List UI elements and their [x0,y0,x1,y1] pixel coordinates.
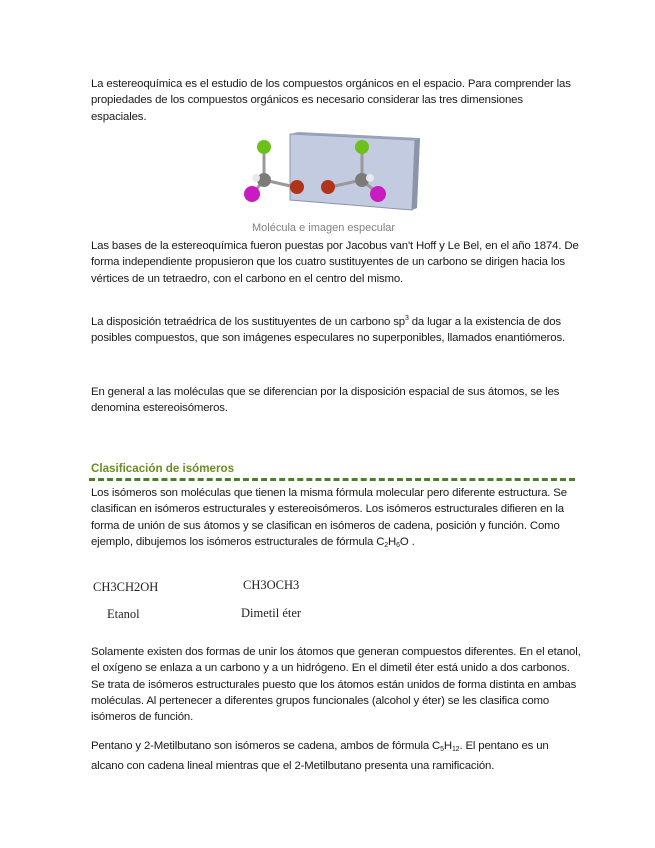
magenta-atom-left [244,186,260,202]
tetrahedral-paragraph: La disposición tetraédrica de los sustituyentes de un carbono $sp^3$ da lugar a la existencia de dos posibles compuestos, que son imágenes especulares no superponibles, llamados enantiómeros. [91,315,566,345]
magenta-atom-right [370,186,386,202]
section-divider [89,478,575,481]
green-atom-right [355,140,369,154]
section-title: Clasificación de isómeros [91,462,235,475]
intro-paragraph: La estereoquímica es el estudio de los compuestos orgánicos en el espacio. Para comprender las propiedades de los compuestos orgánicos es necesario considerar las tres dimensiones espaciales. [91,78,571,123]
dimetil-formula: CH3OCH3 [243,578,300,592]
history-paragraph: Las bases de la estereoquímica fueron puestas por Jacobus van't Hoff y Le Bel, en el año 1874. De forma independiente propusieron que los cuatro sustituyentes de un carbono se dirigen hacia los vértices de un tetraedro, con el carbono en el centro del mismo. [91,240,579,285]
isomers-paragraph: Los isómeros son moléculas que tienen la misma fórmula molecular pero diferente estructura. Se clasifican en isómeros estructurales y estereoisómeros. Los isómeros estructurales difieren en la forma de unión de sus átomos y se clasifican en isómeros de cadena, posición y función. Como ejemplo, dibujemos los isómeros estructurales de fórmula $C_2H_6O$ . [91,487,567,549]
dimetil-name: Dimetil éter [241,606,302,620]
green-atom-left [257,140,271,154]
pentano-paragraph: Pentano y 2-Metilbutano son isómeros se cadena, ambos de fórmula $C_5H_{12}$. El pentano es un alcano con cadena lineal mientras que el 2-Metilbutano presenta una ramificación. [91,740,549,773]
etanol-name: Etanol [107,607,140,621]
red-atom-left [290,180,304,194]
etanol-formula: CH3CH2OH [93,580,159,594]
stereoisomer-paragraph: En general a las moléculas que se diferencian por la disposición espacial de sus átomos, se les denomina estereoisómeros. [91,386,560,415]
red-atom-right [321,180,335,194]
closing-paragraph: Solamente existen dos formas de unir los átomos que generan compuestos diferentes. En el etanol, el oxígeno se enlaza a un carbono y a un hidrógeno. En el dimetil éter está unido a dos carbonos. Se trata de isómeros estructurales puesto que los átomos están unidos de forma distinta en ambas moléculas. Al pertenecer a diferentes grupos funcionales (alcohol y éter) se les clasifica como isómeros de función. [91,646,581,724]
mirror-plane [290,134,415,210]
figure-caption: Molécula e imagen especular [252,222,396,234]
molecule-mirror-figure [240,130,420,215]
